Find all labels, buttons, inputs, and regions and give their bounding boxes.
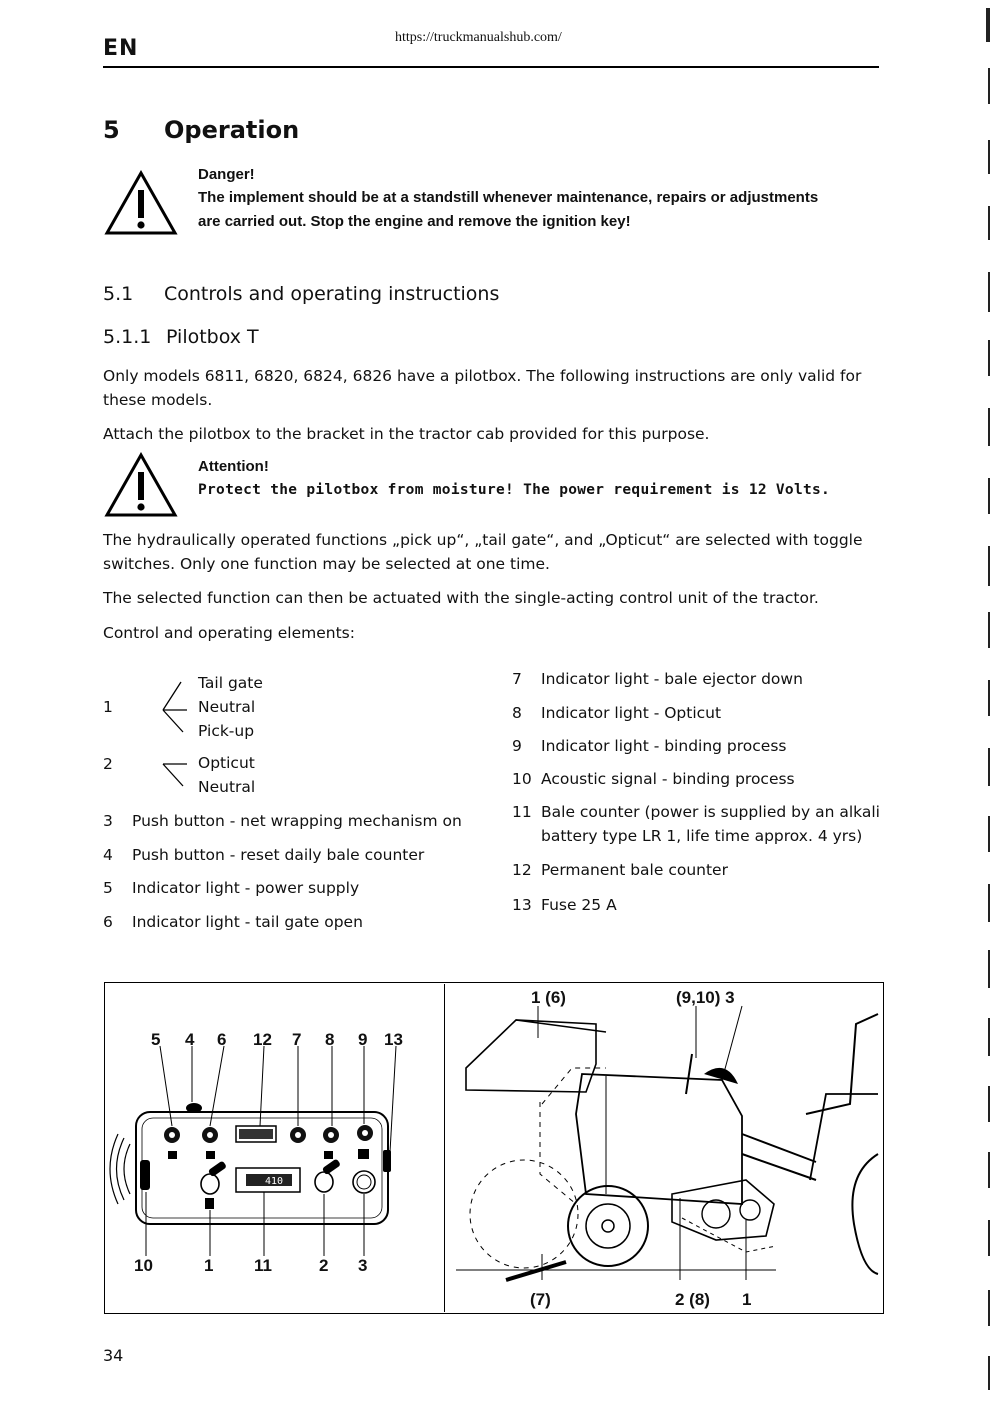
scan-edge-mark	[988, 816, 990, 852]
item-3-number: 3	[103, 812, 113, 830]
item-12-text: Permanent bale counter	[541, 861, 728, 879]
attention-text: Protect the pilotbox from moisture! The power requirement is 12 Volts.	[198, 482, 831, 498]
item-13-text: Fuse 25 A	[541, 896, 617, 914]
scan-edge-mark	[988, 884, 990, 922]
scan-edge-mark	[988, 612, 990, 648]
paragraph-functions: The hydraulically operated functions „pick up“, „tail gate“, and „Opticut“ are selected with toggle switches. Only one function may be selected at one time.	[103, 531, 863, 573]
scan-edge-mark	[988, 1356, 990, 1390]
section-title: Operation	[164, 116, 300, 144]
scan-edge-mark	[988, 478, 990, 514]
scan-edge-mark	[988, 340, 990, 376]
paragraph-actuation: The selected function can then be actuated with the single-acting control unit of the tractor.	[103, 589, 819, 607]
item-7-number: 7	[512, 670, 522, 688]
controls-list-left	[103, 670, 493, 940]
item-9-text: Indicator light - binding process	[541, 737, 787, 755]
danger-text	[198, 186, 888, 234]
toggle-3way-symbol-icon	[157, 678, 193, 736]
scan-edge-mark	[988, 1290, 990, 1326]
item-11-number: 11	[512, 803, 532, 821]
callout-9: 9	[358, 1030, 368, 1049]
attention-title: Attention!	[198, 458, 269, 475]
figure-divider	[444, 984, 445, 1312]
item-4-number: 4	[103, 846, 113, 864]
paragraph-attach: Attach the pilotbox to the bracket in the tractor cab provided for this purpose.	[103, 425, 710, 443]
scan-edge-mark	[988, 272, 990, 312]
callout-4: 4	[185, 1030, 195, 1049]
subsection-number: 5.1	[103, 283, 134, 305]
subsubsection-title: Pilotbox T	[166, 326, 259, 348]
item-10-text: Acoustic signal - binding process	[541, 770, 795, 788]
toggle-2way-symbol-icon	[157, 756, 193, 790]
item-8-number: 8	[512, 704, 522, 722]
callout-3: 3	[358, 1256, 368, 1275]
scan-edge-mark	[988, 680, 990, 716]
item-13-number: 13	[512, 896, 532, 914]
callout-11: 11	[254, 1256, 272, 1275]
page-number: 34	[103, 1346, 124, 1365]
item-3-text: Push button - net wrapping mechanism on	[132, 812, 462, 830]
scan-edge-mark	[988, 748, 990, 786]
baler-illustration	[446, 984, 882, 1310]
item-9-number: 9	[512, 737, 522, 755]
scan-edge-mark	[988, 1220, 990, 1256]
item-5-text: Indicator light - power supply	[132, 879, 360, 897]
item-1-neutral: Neutral	[198, 698, 256, 716]
scan-edge-mark	[986, 8, 990, 42]
scan-edge-mark	[988, 1152, 990, 1188]
danger-title: Danger!	[198, 166, 255, 183]
item-1-number: 1	[103, 698, 113, 716]
scan-edge-mark	[988, 68, 990, 104]
item-5-number: 5	[103, 879, 113, 897]
callout-1-6: 1 (6)	[531, 988, 566, 1007]
item-2-number: 2	[103, 755, 113, 773]
scan-edge-mark	[988, 1018, 990, 1056]
paragraph-models: Only models 6811, 6820, 6824, 6826 have a pilotbox. The following instructions are only valid for these models.	[103, 367, 862, 409]
item-11-text-line-1: Bale counter (power is supplied by an alkali	[541, 803, 880, 821]
warning-triangle-icon	[104, 170, 178, 236]
callout-10: 10	[134, 1256, 153, 1275]
callout-8: 8	[325, 1030, 335, 1049]
header-rule	[103, 66, 879, 68]
callout-2: 2	[319, 1256, 329, 1275]
danger-line-2: are carried out. Stop the engine and remove the ignition key!	[198, 213, 631, 230]
counter-display-value: 410	[264, 1176, 284, 1187]
callout-1-right: 1	[742, 1290, 752, 1309]
callout-9-10-3: (9,10) 3	[676, 988, 735, 1007]
item-4-text: Push button - reset daily bale counter	[132, 846, 425, 864]
scan-edge-mark	[988, 206, 990, 240]
item-7-text: Indicator light - bale ejector down	[541, 670, 803, 688]
scan-edge-mark	[988, 950, 990, 988]
danger-line-1: The implement should be at a standstill whenever maintenance, repairs or adjustments	[198, 189, 819, 206]
callout-1: 1	[204, 1256, 214, 1275]
callout-13: 13	[384, 1030, 403, 1049]
item-6-text: Indicator light - tail gate open	[132, 913, 363, 931]
callout-7-bracket: (7)	[530, 1290, 551, 1309]
subsubsection-number: 5.1.1	[103, 326, 152, 348]
callout-5: 5	[151, 1030, 161, 1049]
item-11-text-line-2: battery type LR 1, life time approx. 4 yrs)	[541, 827, 863, 845]
section-number: 5	[103, 116, 120, 144]
item-2-neutral: Neutral	[198, 778, 256, 796]
item-1-pick-up: Pick-up	[198, 722, 255, 740]
language-code: EN	[103, 36, 139, 61]
scan-edge-mark	[988, 1086, 990, 1122]
item-6-number: 6	[103, 913, 113, 931]
callout-2-8: 2 (8)	[675, 1290, 710, 1309]
item-12-number: 12	[512, 861, 532, 879]
callout-7: 7	[292, 1030, 302, 1049]
item-10-number: 10	[512, 770, 532, 788]
attention-triangle-icon	[104, 452, 178, 518]
item-8-text: Indicator light - Opticut	[541, 704, 722, 722]
source-url[interactable]: https://truckmanualshub.com/	[395, 30, 562, 45]
item-1-tail-gate: Tail gate	[198, 674, 263, 692]
paragraph-elements-intro: Control and operating elements:	[103, 624, 355, 642]
item-2-opticut: Opticut	[198, 754, 255, 772]
scan-edge-mark	[988, 408, 990, 446]
subsection-title: Controls and operating instructions	[164, 283, 500, 305]
callout-12: 12	[253, 1030, 272, 1049]
scan-edge-mark	[988, 140, 990, 174]
controls-list-right	[512, 670, 892, 920]
callout-6: 6	[217, 1030, 227, 1049]
scan-edge-mark	[988, 546, 990, 586]
